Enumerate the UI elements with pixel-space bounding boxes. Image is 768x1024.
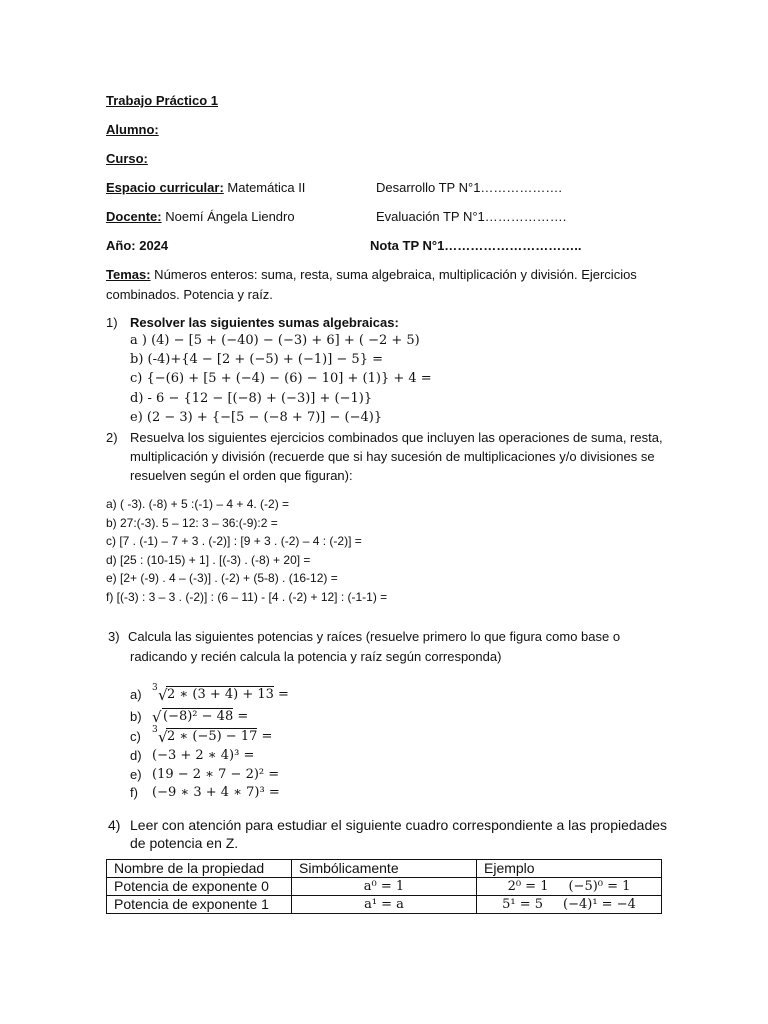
espacio-value: Matemática II [223, 180, 306, 195]
ex1-number: 1) [106, 315, 118, 330]
cube-root-a [152, 683, 274, 704]
cube-root-c [152, 725, 258, 746]
ex1-item-e: e) (2 − 3) + {−[5 − (−8 + 7)] − (−4)} [130, 410, 383, 425]
document-title: Trabajo Práctico 1 [106, 93, 218, 108]
example-1: 2⁰ = 1 [507, 879, 549, 894]
ex1-title: Resolver las siguientes sumas algebraicas: [130, 315, 399, 330]
radical-sign-icon: √ [152, 708, 162, 726]
table-header: Simbólicamente [292, 860, 477, 878]
equals: = [273, 687, 289, 702]
radicand: (−8)² − 48 [163, 709, 234, 724]
table-row [107, 878, 662, 896]
property-example [477, 878, 662, 896]
temas-line-1 [106, 267, 637, 283]
temas-line-2: combinados. Potencia y raíz. [106, 287, 273, 302]
property-symbol: a⁰ = 1 [292, 878, 477, 896]
ex2-number: 2) [106, 430, 118, 445]
ex3-f-label: f) [130, 785, 138, 800]
ex4-number: 4) [108, 817, 121, 833]
nota-field: Nota TP N°1………………………….. [370, 238, 582, 253]
ex2-item-f: f) [(-3) : 3 – 3 . (-2)] : (6 – 11) - [4 . (-2) + 12] : (-1-1) = [106, 590, 388, 604]
example-2: (−4)¹ = −4 [563, 897, 636, 912]
radicand: 2 ∗ (−5) − 17 [167, 729, 258, 744]
ex2-item-e: e) [2+ (-9) . 4 – (-3)] . (-2) + (5-8) . (16-12) = [106, 571, 338, 585]
radicand: 2 ∗ (3 + 4) + 13 [167, 687, 274, 702]
ex4-line-1: Leer con atención para estudiar el siguiente cuadro correspondiente a las propiedades [130, 817, 668, 833]
ex3-a-label: a) [130, 687, 142, 702]
radical-sign-icon: √ [158, 686, 168, 704]
ex2-item-b: b) 27:(-3). 5 – 12: 3 – 36:(-9):2 = [106, 516, 278, 530]
square-root-b [152, 709, 233, 725]
temas-label: Temas: [106, 267, 151, 282]
ex3-d-label: d) [130, 748, 142, 763]
ex3-line-1: Calcula las siguientes potencias y raíces (resuelve primero lo que figura como base o [128, 629, 621, 644]
table-header-row [107, 860, 662, 878]
ex2-item-a: a) ( -3). (-8) + 5 :(-1) – 4 + 4. (-2) = [106, 497, 290, 511]
ex2-line-3: resuelven según el orden que figuran): [130, 468, 353, 483]
ex2-item-d: d) [25 : (10-15) + 1] . [(-3) . (-8) + 20] = [106, 553, 311, 567]
anio: Año: 2024 [106, 238, 169, 253]
example-1: 5¹ = 5 [502, 897, 544, 912]
espacio-curricular [106, 180, 305, 196]
desarrollo-field: Desarrollo TP N°1………………. [376, 180, 563, 195]
espacio-label: Espacio curricular: [106, 180, 224, 195]
ex3-c-label: c) [130, 729, 141, 744]
docente-value: Noemí Ángela Liendro [161, 209, 295, 224]
table-header: Nombre de la propiedad [107, 860, 292, 878]
ex3-b-expr [152, 709, 248, 725]
root-index: 3 [152, 725, 158, 735]
equals: = [233, 709, 249, 724]
ex1-item-b: b) (-4)+{4 − [2 + (−5) + (−1)] − 5} = [130, 352, 383, 367]
ex1-item-a: a ) (4) − [5 + (−40) − (−3) + 6] + ( −2 + 5) [130, 333, 420, 348]
ex3-f-expr: (−9 ∗ 3 + 4 ∗ 7)³ = [152, 785, 280, 800]
ex3-number: 3) [108, 629, 120, 644]
property-name: Potencia de exponente 1 [107, 896, 292, 914]
ex3-a-expr [152, 683, 289, 704]
temas-text: Números enteros: suma, resta, suma algebraica, multiplicación y división. Ejercicios [150, 267, 637, 282]
ex3-e-expr: (19 − 2 ∗ 7 − 2)² = [152, 767, 280, 782]
property-symbol: a¹ = a [292, 896, 477, 914]
ex3-b-label: b) [130, 709, 142, 724]
ex1-item-d: d) - 6 − {12 − [(−8) + (−3)] + (−1)} [130, 391, 373, 406]
ex2-line-1: Resuelva los siguientes ejercicios combinados que incluyen las operaciones de suma, resta, [130, 430, 663, 445]
ex3-line-2: radicando y recién calcula la potencia y raíz según corresponda) [130, 649, 502, 664]
docente-label: Docente: [106, 209, 162, 224]
equals: = [257, 729, 273, 744]
ex1-item-c: c) {−(6) + [5 + (−4) − (6) − 10] + (1)} + 4 = [130, 371, 432, 386]
ex3-e-label: e) [130, 767, 142, 782]
example-2: (−5)⁰ = 1 [568, 879, 631, 894]
root-index: 3 [152, 683, 158, 693]
ex3-c-expr [152, 725, 273, 746]
alumno-label: Alumno: [106, 122, 159, 137]
table-header: Ejemplo [477, 860, 662, 878]
radical-sign-icon: √ [158, 728, 168, 746]
evaluacion-field: Evaluación TP N°1………………. [376, 209, 567, 224]
property-example [477, 896, 662, 914]
properties-table [106, 859, 662, 914]
curso-label: Curso: [106, 151, 148, 166]
ex4-line-2: de potencia en Z. [130, 835, 239, 851]
ex3-d-expr: (−3 + 2 ∗ 4)³ = [152, 748, 255, 763]
docente [106, 209, 295, 225]
ex2-line-2: multiplicación y división (recuerde que si hay sucesión de multiplicaciones y/o divisiones se [130, 449, 655, 464]
property-name: Potencia de exponente 0 [107, 878, 292, 896]
table-row [107, 896, 662, 914]
ex2-item-c: c) [7 . (-1) – 7 + 3 . (-2)] : [9 + 3 . (-2) – 4 : (-2)] = [106, 534, 362, 548]
